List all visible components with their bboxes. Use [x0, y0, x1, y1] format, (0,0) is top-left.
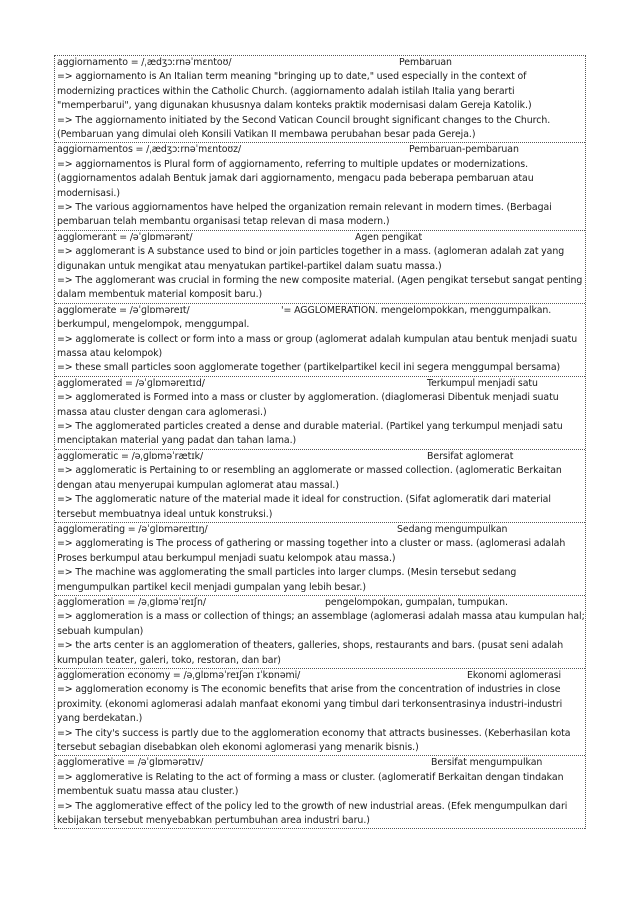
- headword: agglomerant = /əˈɡlɒmərənt/: [57, 231, 193, 243]
- translation: '= AGGLOMERATION. mengelompokkan, menggumpalkan.: [281, 304, 552, 316]
- glossary-entry: [55, 596, 585, 669]
- glossary-entry: [55, 143, 585, 230]
- glossary-entry: [55, 450, 585, 523]
- translation: Bersifat mengumpulkan: [431, 757, 543, 769]
- definition: => aggiornamentos is Plural form of aggiornamento, referring to multiple updates or modernizations. (aggiornamentos adalah Bentuk jamak dari aggiornamento, mengacu pada beberapa pembaruan atau modernisasi.): [57, 158, 534, 199]
- translation: Agen pengikat: [355, 231, 423, 243]
- entry-header: [57, 143, 585, 157]
- translation: Pembaruan-pembaruan: [409, 144, 519, 156]
- entry-header: [57, 596, 585, 610]
- headword: agglomeration economy = /əˌɡlɒməˈreɪʃən ɪˈkɒnəmi/: [57, 669, 301, 681]
- entry-header: [57, 450, 585, 464]
- entry-header: [57, 56, 585, 70]
- headword: agglomeratic = /əˌɡlɒməˈrætɪk/: [57, 450, 204, 462]
- glossary-list: [54, 55, 586, 829]
- definition: => agglomeration economy is The economic benefits that arise from the concentration of industries in close proximity. (ekonomi aglomerasi adalah manfaat ekonomi yang timbul dari terkonsentrasinya industri-industri yang berdekatan.): [57, 684, 563, 725]
- glossary-entry: [55, 231, 585, 304]
- translation: Bersifat aglomerat: [427, 450, 514, 462]
- example-sentence: => The machine was agglomerating the small particles into larger clumps. (Mesin tersebut sedang mengumpulkan partikel kecil menjadi gumpalan yang lebih besar.): [57, 567, 517, 593]
- definition: => agglomerant is A substance used to bind or join particles together in a mass. (aglomeran adalah zat yang digunakan untuk mengikat atau menyatukan partikel-partikel dalam suatu massa.): [57, 246, 565, 272]
- glossary-entry: [55, 756, 585, 829]
- example-sentence: => The aggiornamento initiated by the Second Vatican Council brought significant changes to the Church. (Pembaruan yang dimulai oleh Konsili Vatikan II membawa perubahan besar pada Gereja.): [57, 114, 551, 141]
- translation: Pembaruan: [399, 57, 452, 68]
- translation: Sedang mengumpulkan: [397, 523, 508, 535]
- example-sentence: => The agglomerative effect of the policy led to the growth of new industrial areas. (Efek mengumpulkan dari kebijakan tersebut menyebabkan pertumbuhan area industri baru.): [57, 800, 568, 826]
- translation: Terkumpul menjadi satu: [427, 377, 538, 389]
- translation: Ekonomi aglomerasi: [467, 669, 562, 681]
- definition: => agglomeratic is Pertaining to or resembling an agglomerate or massed collection. (aglomeratic Berkaitan dengan atau menyerupai kumpulan aglomerat atau massal.): [57, 465, 562, 491]
- entry-header: [57, 669, 585, 683]
- definition: => agglomerating is The process of gathering or massing together into a cluster or mass. (aglomerasi adalah Proses berkumpul atau berkumpul menjadi suatu kelompok atau massa.): [57, 538, 566, 564]
- definition: berkumpul, mengelompok, menggumpal. => agglomerate is collect or form into a mass or group (aglomerat adalah kumpulan atau bentuk menjadi suatu massa atau kelompok): [57, 319, 578, 360]
- definition: => aggiornamento is An Italian term meaning "bringing up to date," used especially in the context of modernizing practices within the Catholic Church. (aggiornamento adalah istilah Italia yang berarti "memperbarui", yang digunakan khususnya dalam konteks praktik modernisasi dalam Gereja Katolik.): [57, 71, 532, 112]
- example-sentence: => The city's success is partly due to the agglomeration economy that attracts businesses. (Keberhasilan kota tersebut sebagian disebabkan oleh ekonomi aglomerasi yang menarik bisnis.): [57, 727, 571, 753]
- entry-header: [57, 377, 585, 391]
- headword: agglomerative = /əˈɡlɒmərətɪv/: [57, 757, 204, 769]
- definition: => agglomerative is Relating to the act of forming a mass or cluster. (aglomeratif Berkaitan dengan tindakan membentuk suatu massa atau cluster.): [57, 771, 564, 798]
- definition: => agglomerated is Formed into a mass or cluster by agglomeration. (diaglomerasi Dibentuk menjadi suatu massa atau cluster dengan cara aglomerasi.): [57, 392, 559, 418]
- example-sentence: => The various aggiornamentos have helped the organization remain relevant in modern times. (Berbagai pembaruan telah membantu organisasi tetap relevan di masa modern.): [57, 202, 552, 228]
- headword: aggiornamento = /ˌædʒɔːrnəˈmɛntoʊ/: [57, 57, 232, 68]
- entry-header: [57, 304, 585, 318]
- entry-header: [57, 231, 585, 245]
- entry-header: [57, 756, 585, 770]
- definition: => agglomeration is a mass or collection of things; an assemblage (aglomerasi adalah massa atau kumpulan hal; sebuah kumpulan): [57, 611, 585, 637]
- example-sentence: => the arts center is an agglomeration of theaters, galleries, shops, restaurants and bars. (pusat seni adalah kumpulan teater, galeri, toko, restoran, dan bar): [57, 640, 564, 666]
- headword: agglomeration = /əˌɡlɒməˈreɪʃn/: [57, 596, 206, 608]
- glossary-entry: [55, 56, 585, 143]
- headword: agglomerating = /əˈɡlɒməreɪtɪŋ/: [57, 523, 208, 535]
- headword: agglomerated = /əˈɡlɒməreɪtɪd/: [57, 377, 205, 389]
- headword: aggiornamentos = /ˌædʒɔːrnəˈmɛntoʊz/: [57, 144, 242, 156]
- entry-header: [57, 523, 585, 537]
- translation: pengelompokan, gumpalan, tumpukan.: [325, 596, 508, 608]
- example-sentence: => these small particles soon agglomerate together (partikelpartikel kecil ini segera menggumpal bersama): [57, 362, 561, 374]
- example-sentence: => The agglomerant was crucial in forming the new composite material. (Agen pengikat tersebut sangat penting dalam membentuk material komposit baru.): [57, 275, 583, 301]
- example-sentence: => The agglomerated particles created a dense and durable material. (Partikel yang terkumpul menjadi satu menciptakan material yang padat dan tahan lama.): [57, 421, 563, 447]
- example-sentence: => The agglomeratic nature of the material made it ideal for construction. (Sifat aglomeratik dari material tersebut membuatnya ideal untuk konstruksi.): [57, 494, 551, 520]
- glossary-entry: [55, 304, 585, 377]
- glossary-entry: [55, 669, 585, 756]
- glossary-entry: [55, 523, 585, 596]
- glossary-entry: [55, 377, 585, 450]
- headword: agglomerate = /əˈɡlɒməreɪt/: [57, 304, 190, 316]
